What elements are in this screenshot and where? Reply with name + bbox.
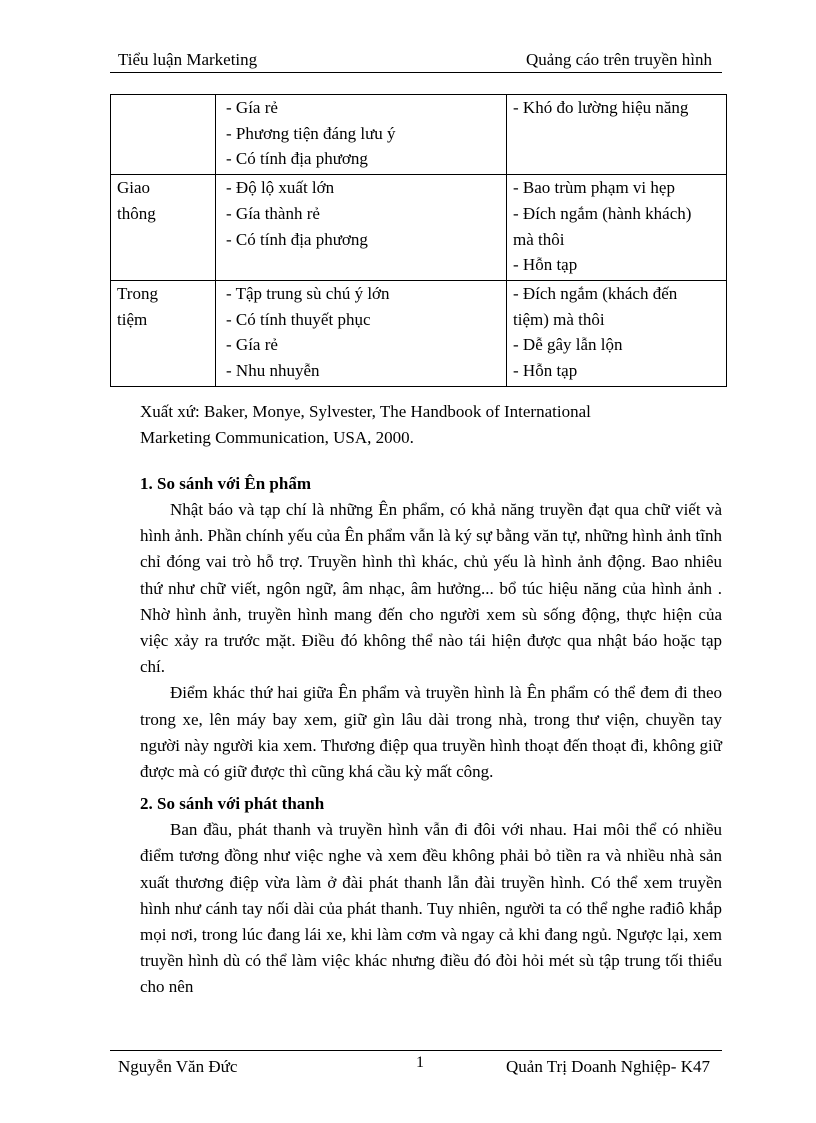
list-item: - Có tính địa phương <box>226 149 368 169</box>
medium-cell <box>111 175 216 281</box>
section-print-comparison <box>140 471 722 785</box>
page-header <box>110 50 722 73</box>
list-item: - Gía rẻ <box>226 335 278 355</box>
list-item: - Đích ngắm (hành khách) <box>513 203 692 223</box>
document-body <box>140 471 722 1001</box>
course-label: Quản Trị Doanh Nghiệp- K47 <box>506 1057 710 1076</box>
disadvantages-cell <box>507 280 727 386</box>
list-item: - Gía rẻ <box>226 98 278 117</box>
advantages-cell <box>216 95 507 175</box>
paragraph: Nhật báo và tạp chí là những Ên phẩm, có khả năng truyền đạt qua chữ viết và hình ảnh. Phần chính yếu của Ên phẩm vẫn là ký sự bằng văn tự, những hình ảnh tĩnh chỉ đóng vai trò hỗ trợ. Truyền hình thì khác, chủ yếu là hình ảnh động. Bao nhiêu thứ như chữ viết, ngôn ngữ, âm nhạc, âm hưởng... bổ túc hiệu năng của hình ảnh . Nhờ hình ảnh, truyền hình mang đến cho người xem sù sống động, thực hiện của việc xảy ra trước mặt. Điều đó không thể nào tái hiện được qua nhật báo hoặc tạp chí. <box>140 500 722 677</box>
page-number: 1 <box>416 1054 424 1071</box>
header-left-title: Tiểu luận Marketing <box>118 50 258 69</box>
source-line: Xuất xứ: Baker, Monye, Sylvester, The Handbook of International <box>140 402 591 421</box>
advantages-cell <box>216 175 507 281</box>
section-heading: 2. So sánh với phát thanh <box>140 794 325 814</box>
list-item: - Khó đo lường hiệu năng <box>513 98 689 117</box>
media-comparison-table <box>110 94 727 387</box>
section-heading: 1. So sánh với Ên phẩm <box>140 474 311 493</box>
list-item: tiệm) mà thôi <box>513 309 605 329</box>
list-item: - Gía thành rẻ <box>226 203 320 223</box>
table-row <box>111 280 727 386</box>
page-footer <box>110 1050 722 1076</box>
medium-label: thông <box>117 203 156 223</box>
advantages-cell <box>216 280 507 386</box>
medium-label: Giao <box>117 178 151 198</box>
paragraph: Ban đầu, phát thanh và truyền hình vẫn đi đôi với nhau. Hai môi thể có nhiều điểm tương đồng như việc nghe và xem đều không phải bỏ tiền ra và nhiều nhà sản xuất thương điệp vừa làm ở đài phát thanh lẫn đài truyền hình. Có thể xem truyền hình như cánh tay nối dài của phát thanh. Tuy nhiên, người ta có thể nghe rađiô khắp mọi nơi, trong lúc đang lái xe, khi làm cơm và ngay cả khi đang ngủ. Ngược lại, xem truyền hình dù có thể làm việc khác nhưng điều đó đòi hỏi mét sù tập trung tối thiểu cho nên <box>140 820 722 997</box>
source-line: Marketing Communication, USA, 2000. <box>140 427 414 447</box>
list-item: - Bao trùm phạm vi hẹp <box>513 178 675 198</box>
section-radio-comparison <box>140 791 722 1000</box>
source-citation <box>140 399 591 450</box>
disadvantages-cell <box>507 175 727 281</box>
list-item: - Độ lộ xuất lớn <box>226 178 335 198</box>
medium-label: Trong <box>117 283 158 303</box>
author-name: Nguyễn Văn Đức <box>118 1057 238 1076</box>
list-item: - Hỗn tạp <box>513 361 578 381</box>
list-item: - Hỗn tạp <box>513 255 578 275</box>
table-row <box>111 175 727 281</box>
medium-cell <box>111 280 216 386</box>
medium-cell <box>111 95 216 175</box>
list-item: - Tập trung sù chú ý lớn <box>226 283 390 303</box>
header-right-title: Quảng cáo trên truyền hình <box>526 50 712 69</box>
list-item: - Phương tiện đáng lưu ý <box>226 123 396 143</box>
list-item: - Đích ngắm (khách đến <box>513 283 678 303</box>
list-item: mà thôi <box>513 229 565 249</box>
table-row <box>111 95 727 175</box>
list-item: - Nhu nhuyễn <box>226 361 320 381</box>
paragraph: Điểm khác thứ hai giữa Ên phẩm và truyền hình là Ên phẩm có thể đem đi theo trong xe, lên máy bay xem, giữ gìn lâu dài trong nhà, trong thư viện, chuyền tay người này người kia xem. Thương điệp qua truyền hình thoạt đến thoạt đi, không giữ được mà có giữ được thì cũng khá cầu kỳ mất công. <box>140 683 722 782</box>
list-item: - Dễ gây lẫn lộn <box>513 335 623 355</box>
list-item: - Có tính thuyết phục <box>226 309 371 329</box>
disadvantages-cell <box>507 95 727 175</box>
list-item: - Có tính địa phương <box>226 229 368 249</box>
medium-label: tiệm <box>117 309 148 329</box>
